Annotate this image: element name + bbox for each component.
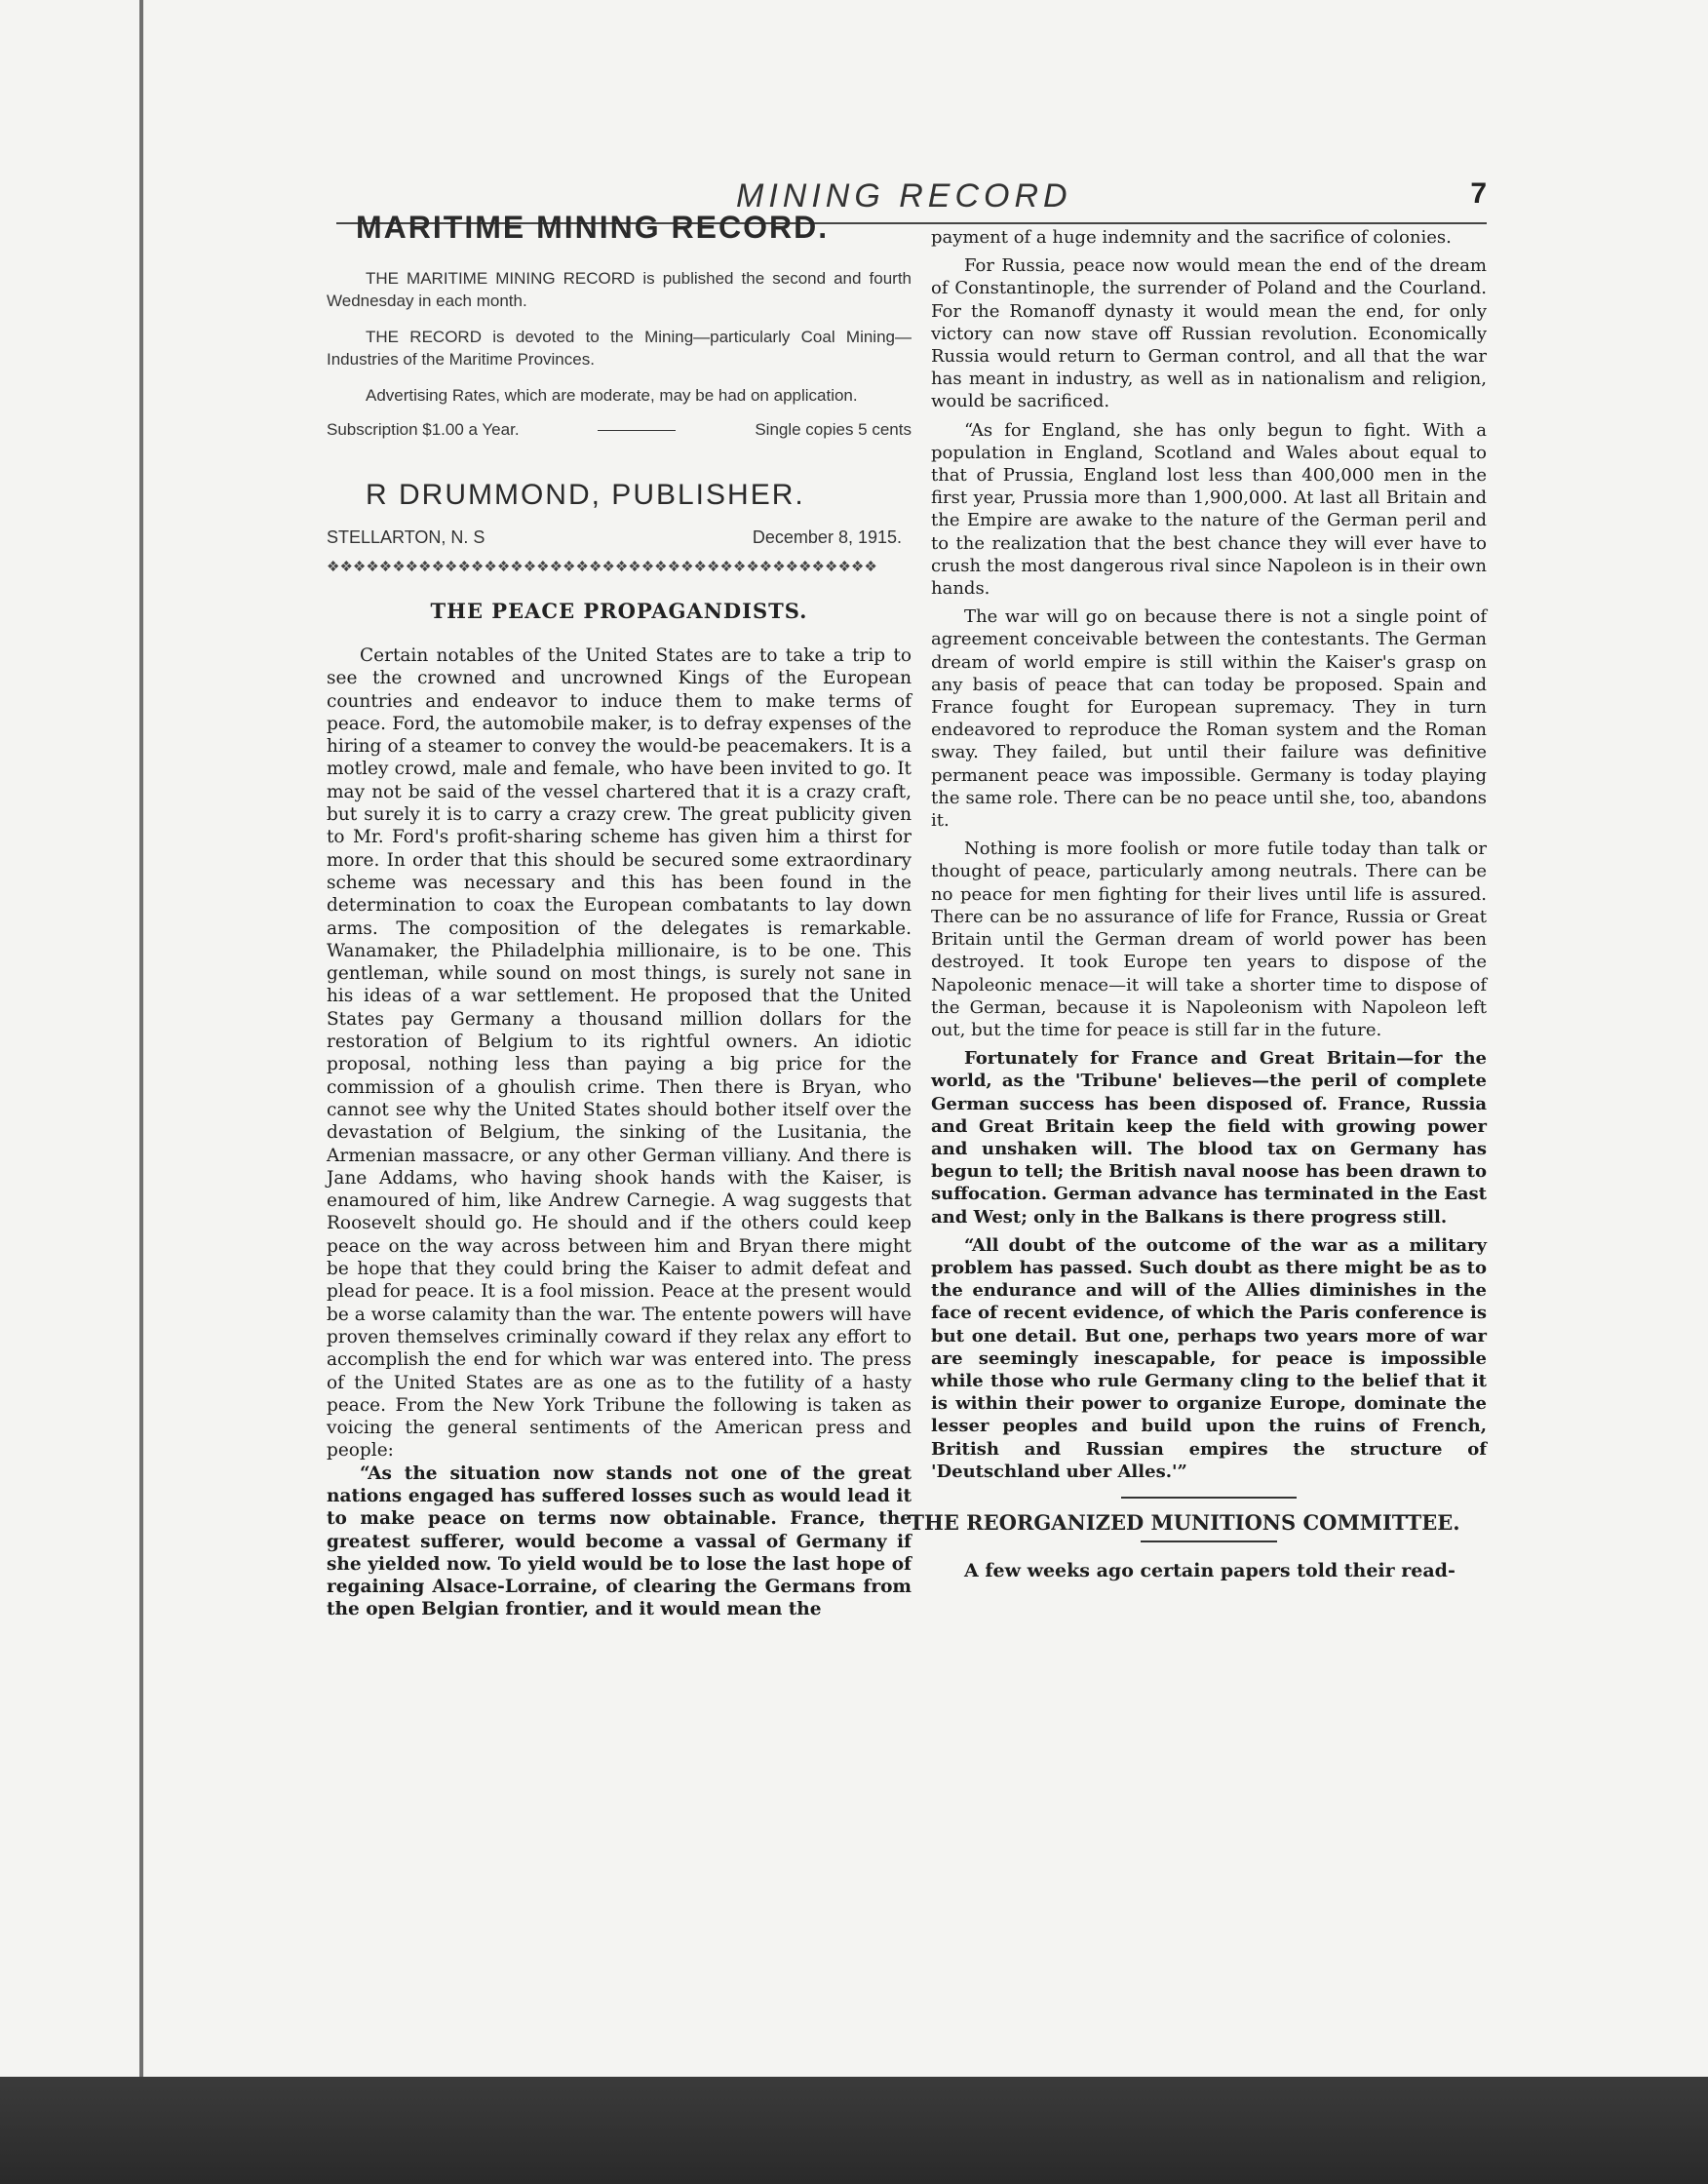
article-body-left [327,644,912,1621]
subscription-price: Subscription $1.00 a Year. [327,420,520,439]
scanner-bed-edge [0,2077,1708,2184]
divider-dash [598,430,676,431]
subscription-row [327,420,912,440]
article-paragraph: payment of a huge indemnity and the sacrifice of colonies. [931,227,1452,248]
page-number: 7 [1470,177,1487,210]
masthead-publication-note: THE MARITIME MINING RECORD is published the second and fourth Wednesday in each month. [327,269,912,310]
article-paragraph: Nothing is more foolish or more futile today than talk or thought of peace, particularly among neutrals. There can be no peace for men fighting for their lives until life is assured. There can be no assurance of life for France, Russia or Great Britain until the German dream of world power has been destroyed. It took Europe ten years to dispose of the Napoleonic menace—it will take a shorter time to dispose of the German, because it is Napoleonism with Napoleon left out, but the time for peace is still far in the future. [931,838,1487,1040]
article-paragraph: For Russia, peace now would mean the end of the dream of Constantinople, the surrender of Poland and the Courland. For the Romanoff dynasty it would mean the end, for only victory can now stave off Russian revolution. Economically Russia would return to German control, and all that the war has meant in industry, as well as in nationalism and religion, would be sacrificed. [931,255,1487,412]
article-paragraph: The war will go on because there is not a single point of agreement conceivable between the contestants. The German dream of world empire is still within the Kaiser's grasp on any basis of peace that can today be proposed. Spain and France fought for European supremacy. They in turn endeavored to reproduce the Roman system and the Roman sway. They failed, but until their failure was definitive permanent peace was impossible. Germany is today playing the same role. There can be no peace until she, too, abandons it. [931,606,1487,832]
publisher-line: R DRUMMOND, PUBLISHER. [366,479,805,511]
masthead-advertising-note: Advertising Rates, which are moderate, may be had on application. [366,386,858,405]
article-paragraph: “As for England, she has only begun to fight. With a population in England, Scotland and Wales about equal to that of Prussia, England lost less than 400,000 men in the first year, Prussia more than 1,900,000. At last all Britain and the Empire are awake to the nature of the German peril and to the realization that the best chance they will ever have to crush the most dangerous rival since Napoleon is in their own hands. [931,419,1487,600]
next-article-opening: A few weeks ago certain papers told their read- [964,1559,1456,1581]
article-title: THE PEACE PROPAGANDISTS. [430,599,808,623]
single-copy-price: Single copies 5 cents [755,420,912,439]
masthead-title: MARITIME MINING RECORD. [356,210,830,245]
right-column [909,226,1487,1581]
issue-date: December 8, 1915. [752,527,902,547]
running-head-title: MINING RECORD [736,177,1072,214]
article-paragraph: “As the situation now stands not one of the great nations engaged has suffered losses such as would lead it to make peace on terms now obtainable. France, the greatest sufferer, would become a vassal of Germany if she yielded now. To yield would be to lose the last hope of regaining Alsace-Lorraine, of clearing the Germans from the open Belgian frontier, and it would mean the [327,1462,912,1620]
left-column [327,210,912,1621]
ornamental-rule: ❖❖❖❖❖❖❖❖❖❖❖❖❖❖❖❖❖❖❖❖❖❖❖❖❖❖❖❖❖❖❖❖❖❖❖❖❖❖❖❖❖❖ [327,558,877,575]
dateline [327,527,902,548]
section-divider [1121,1497,1297,1499]
article-paragraph: Certain notables of the United States are to take a trip to see the crowned and uncrowned Kings of the European countries and endeavor to induce them to make terms of peace. Ford, the automobile maker, is to defray expenses of the hiring of a steamer to convey the would-be peacemakers. It is a motley crowd, male and female, who have been invited to go. It may not be said of the vessel chartered that it is a crazy craft, but surely it is to carry a crazy crew. The great publicity given to Mr. Ford's profit-sharing scheme has given him a thirst for more. In order that this should be secured some extraordinary scheme was necessary and this has been found in the determination to coax the European combatants to lay down arms. The composition of the delegates is remarkable. Wanamaker, the Philadelphia millionaire, is to be one. This gentleman, while sound on most things, is surely not sane in his ideas of a war settlement. He proposed that the United States pay Germany a thousand million dollars for the restoration of Belgium to its rightful owners. An idiotic proposal, nothing less than paying a big price for the commission of a ghoulish crime. Then there is Bryan, who cannot see why the United States should bother itself over the devastation of Belgium, the sinking of the Lusitania, the Armenian massacre, or any other German villiany. And there is Jane Addams, who having shook hands with the Kaiser, is enamoured of him, like Andrew Carnegie. A wag suggests that Roosevelt should go. He should and if the others could keep peace on the way across between him and Bryan there might be hope that they could bring the Kaiser to admit defeat and plead for peace. It is a fool mission. Peace at the present would be a worse calamity than the war. The entente powers will have proven themselves criminally coward if they relax any effort to accomplish the end for which war was entered into. The press of the United States are as one as to the futility of a hasty peace. From the New York Tribune the following is taken as voicing the general sentiments of the American press and people: [327,645,912,1462]
article-body-right [931,226,1487,1483]
next-article-title: THE REORGANIZED MUNITIONS COMMITTEE. [909,1509,1460,1535]
masthead [327,210,912,575]
article-paragraph: “All doubt of the outcome of the war as a military problem has passed. Such doubt as there might be as to the endurance and will of the Allies diminishes in the face of recent evidence, of which the Paris conference is but one detail. But one, perhaps two years more of war are seemingly inescapable, for peace is impossible while those who rule Germany cling to the belief that it is within their power to organize Europe, dominate the lesser peoples and build upon the ruins of French, British and Russian empires the structure of 'Deutschland uber Alles.'” [931,1234,1487,1482]
article-paragraph: Fortunately for France and Great Britain—for the world, as the 'Tribune' believes—the peril of complete German success has been disposed of. France, Russia and Great Britain keep the field with growing power and unshaken will. The blood tax on Germany has begun to tell; the British naval noose has been drawn to suffocation. German advance has terminated in the East and West; only in the Balkans is there progress still. [931,1048,1487,1228]
section-divider [1141,1540,1277,1542]
place-of-publication: STELLARTON, N. S [327,527,485,547]
masthead-scope-note: THE RECORD is devoted to the Mining—particularly Coal Mining—Industries of the Maritime Provinces. [327,328,912,369]
